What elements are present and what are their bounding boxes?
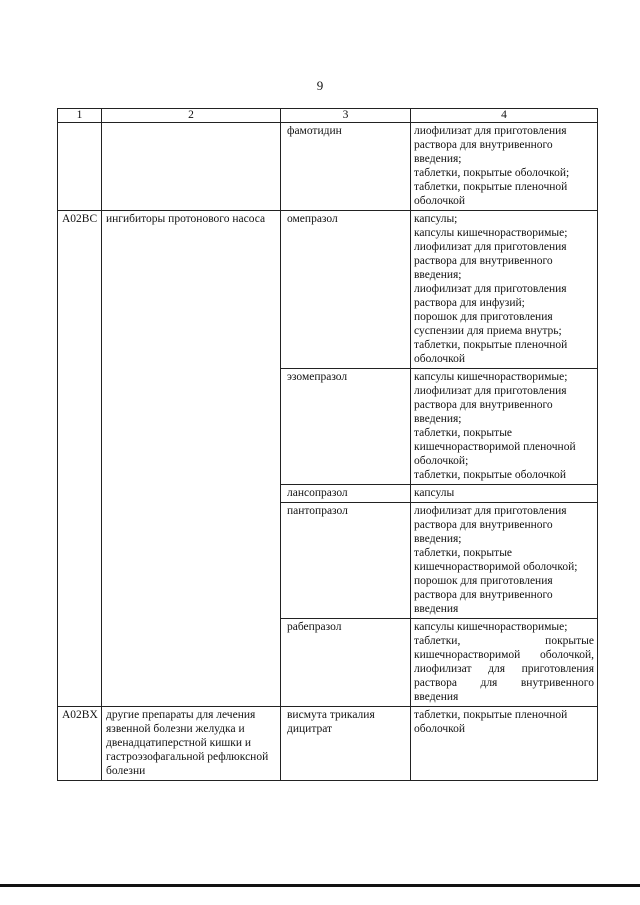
dosage-forms-cell (411, 619, 598, 707)
dosage-form: лиофилизат для приготовления раствора для внутривенного введения; (414, 385, 567, 425)
dosage-form: капсулы кишечнорастворимые; (414, 227, 568, 239)
dosage-form: таблетки, покрытые кишечнорастворимой оболочкой, лиофилизат для приготовления раствора для внутривенного введения (414, 635, 594, 703)
column-header-3: 3 (281, 109, 411, 123)
inn-cell: висмута трикалия дицитрат (281, 707, 411, 781)
group-name-cell (102, 123, 281, 211)
dosage-form: таблетки, покрытые пленочной оболочкой (414, 709, 568, 735)
dosage-form: капсулы (414, 487, 455, 499)
dosage-form: таблетки, покрытые кишечнорастворимой оболочкой; (414, 547, 578, 573)
page-number: 9 (316, 78, 324, 93)
dosage-form: таблетки, покрытые оболочкой; (414, 167, 570, 179)
dosage-form: таблетки, покрытые пленочной оболочкой (414, 339, 568, 365)
drug-table (57, 108, 598, 781)
atc-code-cell: A02BX (58, 707, 102, 781)
inn-cell: лансопразол (281, 485, 411, 503)
dosage-form: таблетки, покрытые пленочной оболочкой (414, 181, 568, 207)
dosage-form: капсулы кишечнорастворимые; (414, 371, 568, 383)
atc-code-cell: A02BC (58, 211, 102, 707)
dosage-forms-cell (411, 123, 598, 211)
table-row (58, 123, 598, 211)
dosage-forms-cell (411, 707, 598, 781)
dosage-form: лиофилизат для приготовления раствора для внутривенного введения; (414, 125, 567, 165)
column-header-2: 2 (102, 109, 281, 123)
group-name-cell: другие препараты для лечения язвенной болезни желудка и двенадцатиперстной кишки и гастроэзофагальной рефлюксной болезни (102, 707, 281, 781)
column-header-4: 4 (411, 109, 598, 123)
bottom-rule (0, 884, 640, 887)
dosage-form: капсулы; (414, 213, 458, 225)
inn-cell: пантопразол (281, 503, 411, 619)
dosage-form: лиофилизат для приготовления раствора для инфузий; (414, 283, 567, 309)
dosage-form: порошок для приготовления раствора для внутривенного введения (414, 575, 553, 615)
atc-code-cell (58, 123, 102, 211)
dosage-form: лиофилизат для приготовления раствора для внутривенного введения; (414, 241, 567, 281)
dosage-forms-cell (411, 211, 598, 369)
inn-cell: омепразол (281, 211, 411, 369)
dosage-form: лиофилизат для приготовления раствора для внутривенного введения; (414, 505, 567, 545)
dosage-form: порошок для приготовления суспензии для приема внутрь; (414, 311, 562, 337)
table-row (58, 707, 598, 781)
inn-cell: эзомепразол (281, 369, 411, 485)
dosage-forms-cell (411, 369, 598, 485)
column-header-1: 1 (58, 109, 102, 123)
inn-cell: рабепразол (281, 619, 411, 707)
dosage-form: капсулы кишечнорастворимые; (414, 621, 568, 633)
group-name-cell: ингибиторы протонового насоса (102, 211, 281, 707)
dosage-forms-cell (411, 503, 598, 619)
dosage-forms-cell (411, 485, 598, 503)
table-header-row (58, 109, 598, 123)
inn-cell: фамотидин (281, 123, 411, 211)
dosage-form: таблетки, покрытые кишечнорастворимой пленочной оболочкой; (414, 427, 576, 467)
dosage-form: таблетки, покрытые оболочкой (414, 469, 566, 481)
table-row (58, 211, 598, 369)
